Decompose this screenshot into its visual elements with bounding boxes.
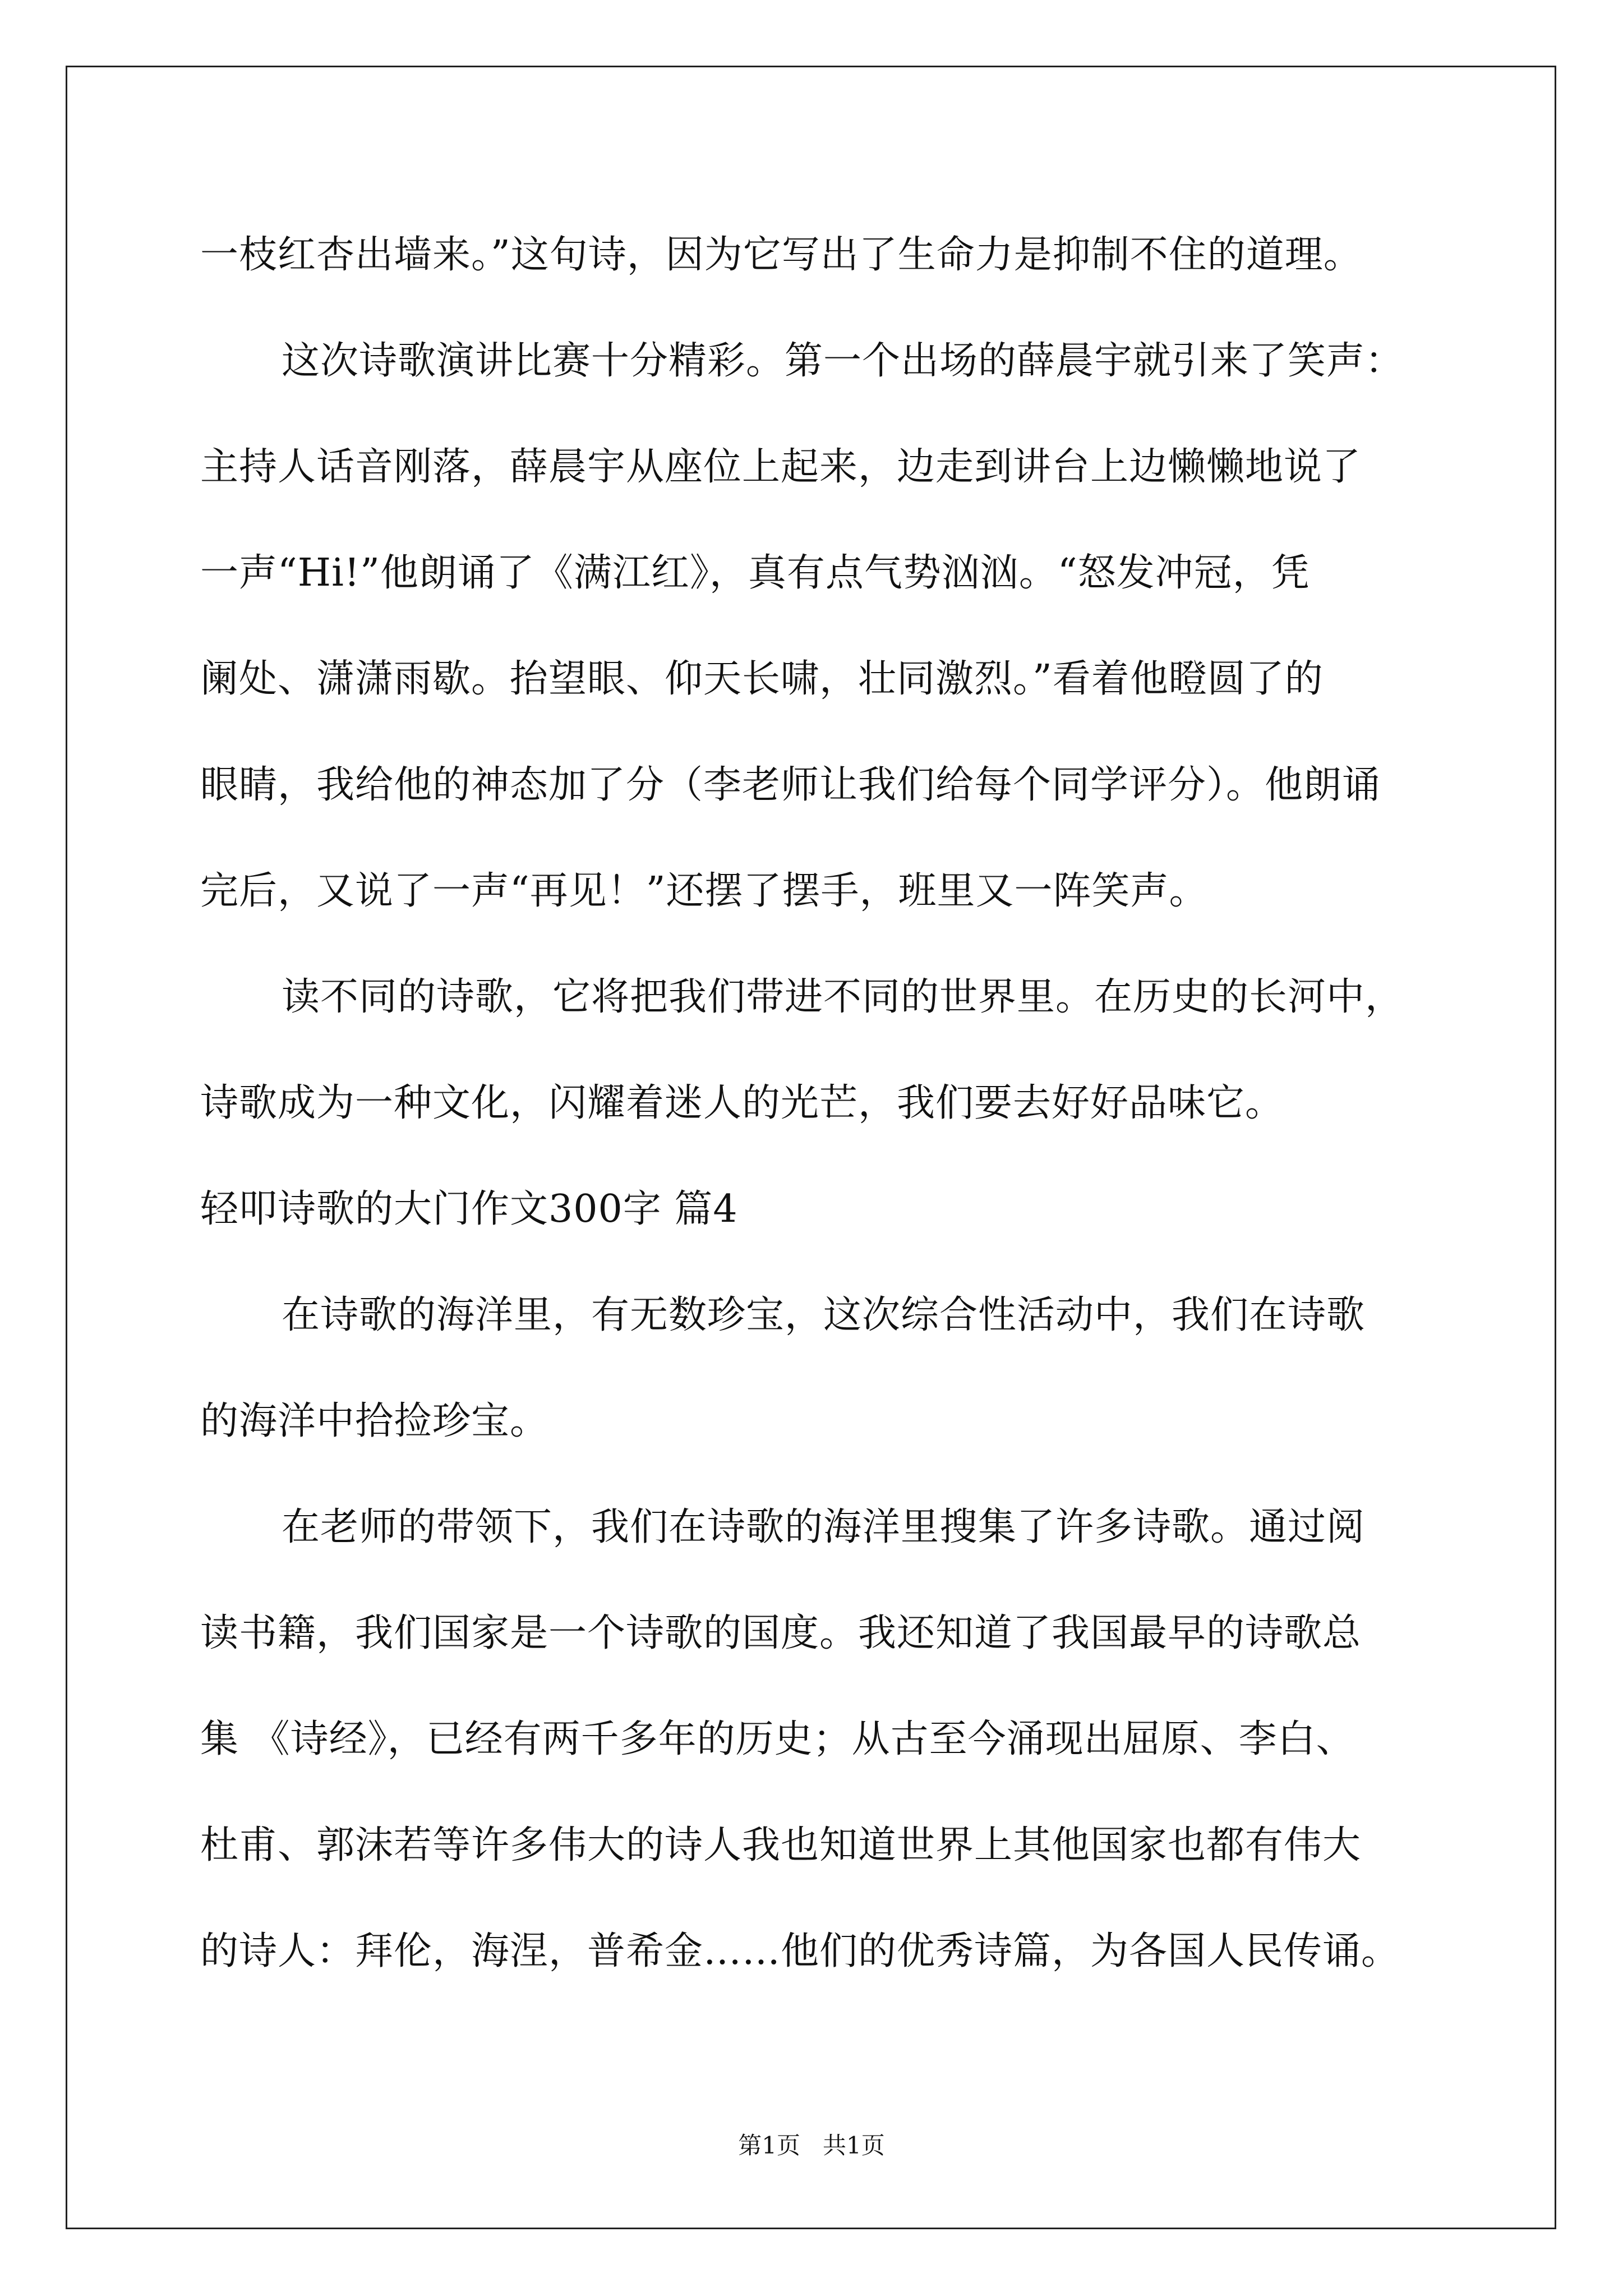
text-line: 这次诗歌演讲比赛十分精彩。第一个出场的薛晨宇就引来了笑声： — [282, 339, 1404, 383]
text-line: 在老师的带领下，我们在诗歌的海洋里搜集了许多诗歌。通过阅 — [282, 1505, 1366, 1549]
text-line: 一枝红杏出墙来。”这句诗，因为它写出了生命力是抑制不住的道理。 — [200, 233, 1362, 277]
text-line: 眼睛，我给他的神态加了分（李老师让我们给每个同学评分）。他朗诵 — [200, 763, 1381, 807]
text-line: 读书籍，我们国家是一个诗歌的国度。我还知道了我国最早的诗歌总 — [200, 1611, 1362, 1655]
section-heading: 轻叩诗歌的大门作文300字 篇4 — [200, 1187, 738, 1231]
document-body — [200, 202, 1440, 2004]
text-line: 集 《诗经》，已经有两千多年的历史；从古至今涌现出屈原、李白、 — [200, 1717, 1355, 1761]
text-line: 主持人话音刚落，薛晨宇从座位上起来，边走到讲台上边懒懒地说了 — [200, 445, 1362, 489]
text-line: 杜甫、郭沫若等许多伟大的诗人我也知道世界上其他国家也都有伟大 — [200, 1823, 1362, 1867]
text-line: 一声“Hi!”他朗诵了《满江红》，真有点气势汹汹。“怒发冲冠，凭 — [200, 551, 1310, 595]
text-line: 在诗歌的海洋里，有无数珍宝，这次综合性活动中，我们在诗歌 — [282, 1293, 1366, 1337]
text-line: 的诗人：拜伦，海涅，普希金……他们的优秀诗篇，为各国人民传诵。 — [200, 1929, 1400, 1973]
page-number-footer: 第1页 共1页 — [738, 2132, 885, 2159]
text-line: 阑处、潇潇雨歇。抬望眼、仰天长啸，壮同激烈。”看着他瞪圆了的 — [200, 657, 1324, 701]
text-line: 诗歌成为一种文化，闪耀着迷人的光芒，我们要去好好品味它。 — [200, 1081, 1284, 1125]
text-line: 读不同的诗歌，它将把我们带进不同的世界里。在历史的长河中， — [282, 975, 1404, 1019]
text-line: 的海洋中拾捡珍宝。 — [200, 1399, 549, 1443]
text-line: 完后，又说了一声“再见！”还摆了摆手，班里又一阵笑声。 — [200, 869, 1208, 913]
